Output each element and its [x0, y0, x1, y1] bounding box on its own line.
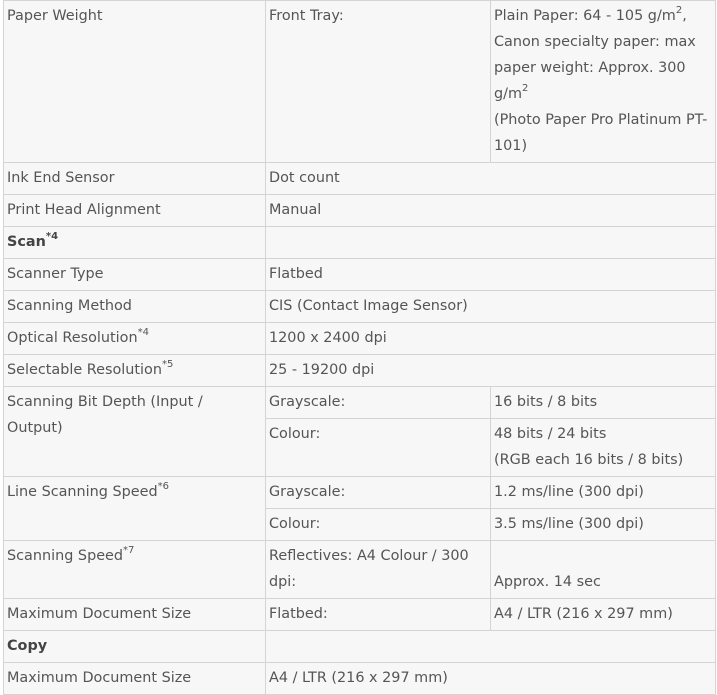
value-bit-depth-colour: 48 bits / 24 bits (RGB each 16 bits / 8 bits) [491, 419, 716, 477]
label-print-head-alignment: Print Head Alignment [4, 195, 266, 227]
value-line-speed-grayscale: 1.2 ms/line (300 dpi) [491, 477, 716, 509]
mode-colour: Colour: [266, 419, 491, 477]
tray-front: Front Tray: [266, 1, 491, 163]
label-max-doc-size-scan: Maximum Document Size [4, 599, 266, 631]
table-row-line-speed-grayscale [4, 477, 716, 509]
label-scanning-bit-depth: Scanning Bit Depth (Input / Output) [4, 387, 266, 477]
value-selectable-resolution: 25 - 19200 dpi [266, 355, 716, 387]
mode-flatbed: Flatbed: [266, 599, 491, 631]
specialty-paper-weight: Canon specialty paper: max paper weight: Approx. 300 $g/m^2$ [494, 34, 696, 102]
value-paper-weight [491, 1, 716, 163]
label-ink-end-sensor: Ink End Sensor [4, 163, 266, 195]
mode-grayscale: Grayscale: [266, 477, 491, 509]
value-print-head-alignment: Manual [266, 195, 716, 227]
mode-grayscale: Grayscale: [266, 387, 491, 419]
table-row-scanner-type [4, 259, 716, 291]
value-max-doc-size-copy: A4 / LTR (216 x 297 mm) [266, 663, 716, 695]
mode-reflectives: Reflectives: A4 Colour / 300 dpi: [266, 541, 491, 599]
table-row-scanning-speed [4, 541, 716, 599]
specifications-table [3, 0, 716, 695]
value-line-speed-colour: 3.5 ms/line (300 dpi) [491, 509, 716, 541]
mode-colour: Colour: [266, 509, 491, 541]
table-row-selectable-resolution [4, 355, 716, 387]
table-row-print-head-alignment [4, 195, 716, 227]
value-bit-depth-grayscale: 16 bits / 8 bits [491, 387, 716, 419]
table-row-max-doc-size-copy [4, 663, 716, 695]
label-scanner-type: Scanner Type [4, 259, 266, 291]
table-row-scanning-method [4, 291, 716, 323]
plain-paper-weight: Plain Paper: 64 - 105 $g/m^2$, [494, 5, 687, 24]
label-scanning-method: Scanning Method [4, 291, 266, 323]
section-title-scan: Scan$^{*4}$ [4, 227, 266, 259]
label-optical-resolution: Optical Resolution$^{*4}$ [4, 323, 266, 355]
section-row-scan [4, 227, 716, 259]
table-row-max-doc-size-scan [4, 599, 716, 631]
value-scanner-type: Flatbed [266, 259, 716, 291]
value-optical-resolution: 1200 x 2400 dpi [266, 323, 716, 355]
section-row-copy [4, 631, 716, 663]
value-scanning-speed: Approx. 14 sec [491, 541, 716, 599]
bit-depth-colour-note: (RGB each 16 bits / 8 bits) [494, 452, 684, 468]
value-max-doc-size-scan: A4 / LTR (216 x 297 mm) [491, 599, 716, 631]
label-selectable-resolution: Selectable Resolution$^{*5}$ [4, 355, 266, 387]
section-empty-cell [266, 227, 716, 259]
label-paper-weight: Paper Weight [4, 1, 266, 163]
label-line-scanning-speed: Line Scanning Speed$^{*6}$ [4, 477, 266, 541]
value-ink-end-sensor: Dot count [266, 163, 716, 195]
table-row-ink-end-sensor [4, 163, 716, 195]
section-title-copy: Copy [4, 631, 266, 663]
table-row-optical-resolution [4, 323, 716, 355]
label-max-doc-size-copy: Maximum Document Size [4, 663, 266, 695]
table-row-paper-weight [4, 1, 716, 163]
table-row-bit-depth-grayscale [4, 387, 716, 419]
section-empty-cell [266, 631, 716, 663]
value-scanning-method: CIS (Contact Image Sensor) [266, 291, 716, 323]
label-scanning-speed: Scanning Speed$^{*7}$ [4, 541, 266, 599]
specialty-paper-example: (Photo Paper Pro Platinum PT-101) [494, 112, 708, 154]
